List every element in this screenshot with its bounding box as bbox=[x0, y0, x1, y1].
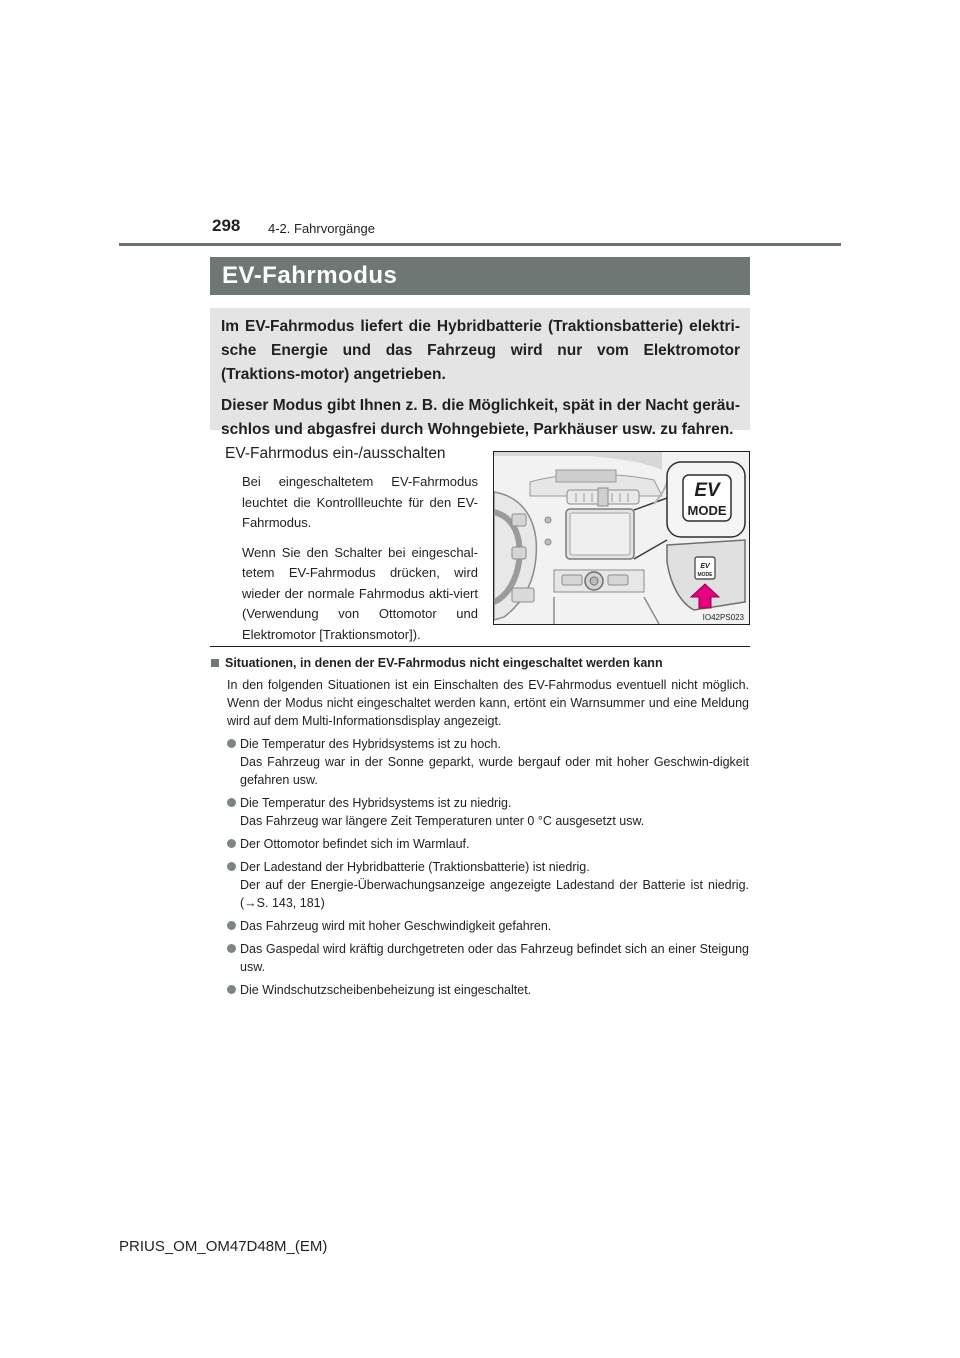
bullet-icon bbox=[227, 739, 236, 748]
list-item-detail: Der auf der Energie-Überwachungsanzeige angezeigte Ladestand der Batterie ist niedrig. (→S. 143, 181) bbox=[240, 878, 749, 910]
ev-mode-small-label-top: EV bbox=[700, 563, 710, 570]
list-item-main: Das Gaspedal wird kräftig durchgetreten oder das Fahrzeug befindet sich an einer Steigung usw. bbox=[240, 942, 749, 974]
dashboard-drawing bbox=[494, 452, 749, 624]
switch-heading: EV-Fahrmodus ein-/ausschalten bbox=[225, 445, 446, 462]
list-item bbox=[227, 735, 749, 789]
bullet-icon bbox=[227, 985, 236, 994]
list-item-detail: Das Fahrzeug war in der Sonne geparkt, wurde bergauf oder mit hoher Geschwin-digkeit gefahren usw. bbox=[240, 755, 749, 787]
switch-description bbox=[242, 472, 478, 654]
bullet-icon bbox=[227, 798, 236, 807]
list-item bbox=[227, 940, 749, 976]
note-intro: In den folgenden Situationen ist ein Einschalten des EV-Fahrmodus eventuell nicht möglich. Wenn der Modus nicht eingeschaltet werden kann, ertönt ein Warnsummer und eine Meldung wird auf dem Multi-Informationsdisplay angezeigt. bbox=[227, 678, 749, 728]
list-item-main: Der Ladestand der Hybridbatterie (Traktionsbatterie) ist niedrig. bbox=[240, 860, 590, 874]
intro-paragraph-2: Dieser Modus gibt Ihnen z. B. die Möglichkeit, spät in der Nacht geräu-schlos und abgasfrei durch Wohngebiete, Parkhäuser usw. zu fahren. bbox=[221, 397, 740, 438]
list-item bbox=[227, 794, 749, 830]
page-number: 298 bbox=[212, 216, 241, 235]
switch-paragraph-1: Bei eingeschaltetem EV-Fahrmodus leuchtet die Kontrollleuchte für den EV-Fahrmodus. bbox=[242, 474, 478, 530]
illustration-code: IO42PS023 bbox=[702, 613, 744, 622]
note-heading bbox=[211, 656, 663, 670]
intro-box bbox=[210, 308, 750, 438]
bullet-icon bbox=[227, 862, 236, 871]
bullet-icon bbox=[227, 921, 236, 930]
list-item bbox=[227, 858, 749, 912]
section-divider bbox=[210, 646, 750, 647]
list-item-main: Die Temperatur des Hybridsystems ist zu hoch. bbox=[240, 737, 501, 751]
ev-mode-small-label-bottom: MODE bbox=[697, 572, 713, 578]
list-item bbox=[227, 917, 749, 935]
square-bullet-icon bbox=[211, 659, 219, 667]
bullet-icon bbox=[227, 839, 236, 848]
document-footer: PRIUS_OM_OM47D48M_(EM) bbox=[119, 1238, 328, 1255]
list-item-main: Die Temperatur des Hybridsystems ist zu niedrig. bbox=[240, 796, 512, 810]
intro-paragraph-1: Im EV-Fahrmodus liefert die Hybridbatterie (Traktionsbatterie) elektri-sche Energie und das Fahrzeug wird nur vom Elektromotor (Traktions-motor) angetrieben. bbox=[221, 318, 740, 383]
section-label: 4-2. Fahrvorgänge bbox=[268, 221, 375, 236]
list-item bbox=[227, 835, 749, 853]
page-title: EV-Fahrmodus bbox=[210, 257, 750, 295]
bullet-icon bbox=[227, 944, 236, 953]
switch-paragraph-2: Wenn Sie den Schalter bei eingeschal-tetem EV-Fahrmodus drücken, wird wieder der normale Fahrmodus akti-viert (Verwendung von Ottomotor und Elektromotor [Traktionsmotor]). bbox=[242, 544, 478, 642]
list-item-detail: Das Fahrzeug war längere Zeit Temperaturen unter 0 °C ausgesetzt usw. bbox=[240, 814, 645, 828]
list-item-main: Der Ottomotor befindet sich im Warmlauf. bbox=[240, 837, 470, 851]
ev-mode-button-label-bottom: MODE bbox=[687, 503, 727, 518]
header-divider bbox=[119, 243, 841, 246]
dashboard-illustration bbox=[493, 451, 750, 625]
ev-mode-button-label-top: EV bbox=[694, 480, 720, 501]
list-item-main: Die Windschutzscheibenbeheizung ist eingeschaltet. bbox=[240, 983, 532, 997]
note-heading-text: Situationen, in denen der EV-Fahrmodus nicht eingeschaltet werden kann bbox=[225, 656, 663, 670]
note-body bbox=[227, 676, 749, 1004]
list-item bbox=[227, 981, 749, 999]
condition-list bbox=[227, 735, 749, 999]
list-item-main: Das Fahrzeug wird mit hoher Geschwindigkeit gefahren. bbox=[240, 919, 552, 933]
